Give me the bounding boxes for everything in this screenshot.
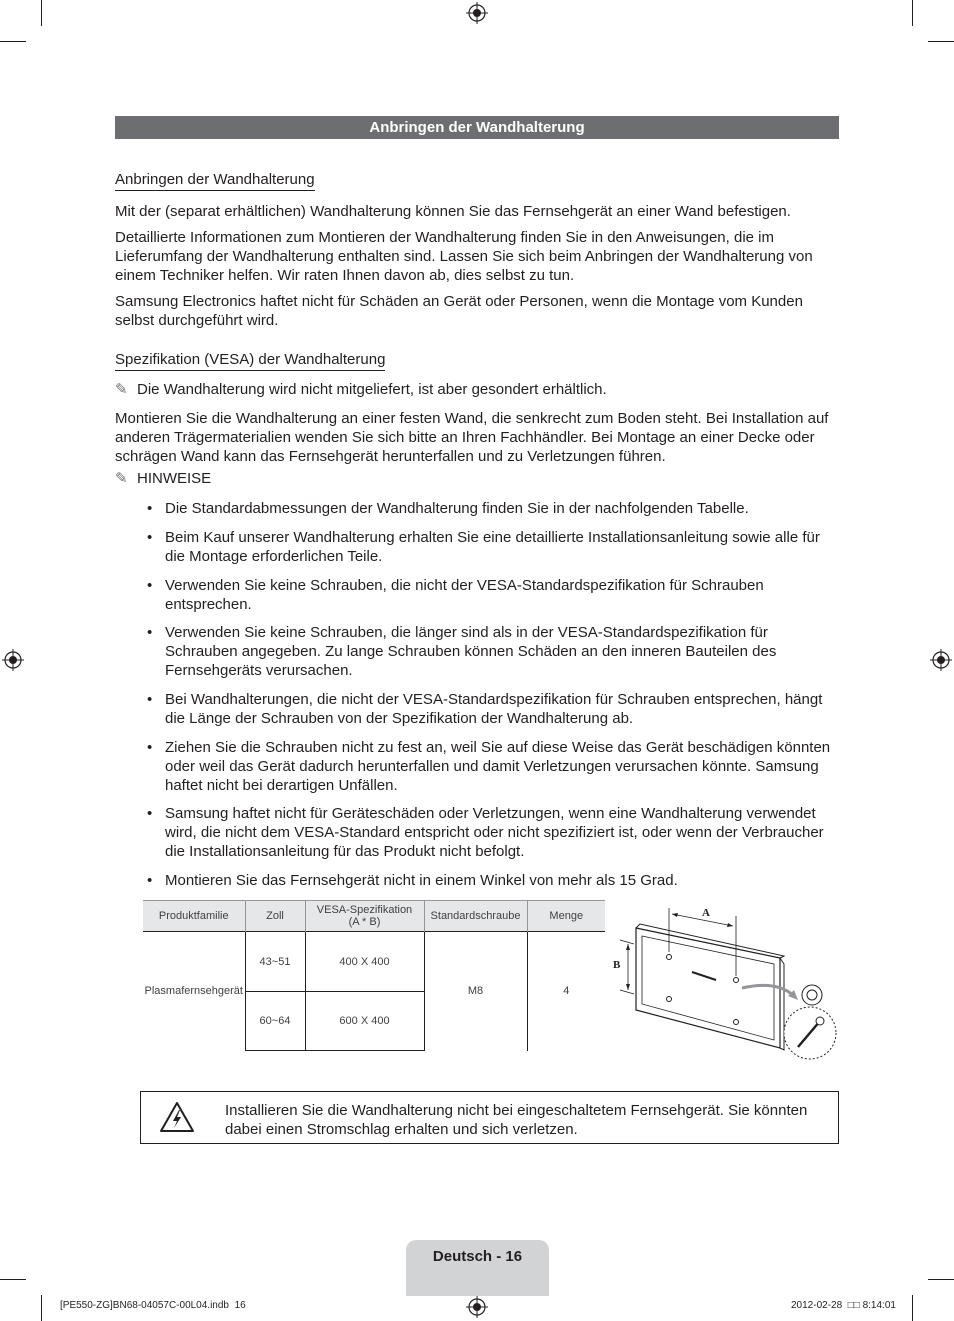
header-zoll: Zoll <box>245 901 305 932</box>
mounting-paragraph-3 <box>115 292 843 330</box>
vesa-note <box>115 380 607 399</box>
table-row <box>143 932 605 992</box>
warning-box <box>140 1091 839 1144</box>
table-header-row <box>143 901 605 932</box>
list-item-text: die Installationsanleitung für das Produkt nicht befolgt. <box>165 843 525 860</box>
cell-vesa: 600 X 400 <box>305 992 424 1051</box>
footer-filename: [PE550-ZG]BN68-04057C-00L04.indb <box>60 1300 229 1311</box>
crop-mark <box>912 1295 913 1321</box>
list-item-text: Montieren Sie das Fernsehgerät nicht in einem Winkel von mehr als 15 Grad. <box>165 872 678 889</box>
registration-mark-icon <box>2 649 24 671</box>
bullet-icon: • <box>147 577 153 594</box>
text-line: anderen Trägermaterialien wenden Sie sich bitte an Ihren Fachhändler. Bei Montage an einer Decke oder <box>115 429 815 446</box>
header-vesa <box>305 901 424 932</box>
cell-zoll: 43~51 <box>245 932 305 992</box>
crop-mark <box>0 1279 26 1280</box>
registration-mark-icon <box>466 1296 488 1318</box>
mounting-paragraph-1 <box>115 202 843 221</box>
registration-mark-icon <box>466 2 488 24</box>
text-line: einem Techniker helfen. Wir raten Ihnen davon ab, dies selbst zu tun. <box>115 267 575 284</box>
caution-electric-icon <box>159 1101 195 1133</box>
crop-mark <box>41 0 42 26</box>
pencil-icon: ✎ <box>115 470 128 487</box>
registration-mark-icon <box>930 649 952 671</box>
footer-date: 2012-02-28 <box>791 1300 843 1311</box>
list-item-text: Fernsehgeräts verursachen. <box>165 662 353 679</box>
bullet-icon: • <box>147 624 153 641</box>
list-item-text: Verwenden Sie keine Schrauben, die länger sind als in der VESA-Standardspezifikation für <box>165 624 768 641</box>
bullet-icon: • <box>147 691 153 708</box>
list-item <box>147 623 841 680</box>
crop-mark <box>0 41 26 42</box>
list-item-text: Verwenden Sie keine Schrauben, die nicht der VESA-Standardspezifikation für Schrauben <box>165 577 764 594</box>
list-item-text: haftet nicht bei derartigen Unfällen. <box>165 777 398 794</box>
crop-mark <box>928 1279 954 1280</box>
mounting-paragraph-2 <box>115 228 843 285</box>
footer-file <box>60 1300 246 1311</box>
vesa-paragraph <box>115 409 843 466</box>
text-line: selbst durchgeführt wird. <box>115 312 279 329</box>
header-produktfamilie: Produktfamilie <box>143 901 245 932</box>
bullet-icon: • <box>147 500 153 517</box>
hinweise-label: HINWEISE <box>137 470 212 487</box>
list-item <box>147 804 841 861</box>
list-item-text: oder weil das Gerät dadurch herunterfallen und damit Verletzungen verursachen könnte. Samsung <box>165 758 819 775</box>
text-line: schrägen Wand kann das Fernsehgerät herunterfallen und zu Verletzungen führen. <box>115 448 666 465</box>
footer-marker: □□ <box>847 1300 860 1311</box>
mounting-heading: Anbringen der Wandhalterung <box>115 171 315 191</box>
list-item-text: Ziehen Sie die Schrauben nicht zu fest an, weil Sie auf diese Weise das Gerät beschädigen könnten <box>165 739 831 756</box>
dimension-b-label: B <box>613 959 621 971</box>
crop-mark <box>912 0 913 26</box>
list-item-text: die Länge der Schrauben von der Spezifikation der Wandhalterung ab. <box>165 710 634 727</box>
crop-mark <box>928 41 954 42</box>
dimension-a-label: A <box>702 907 710 919</box>
bullet-icon: • <box>147 805 153 822</box>
bullet-icon: • <box>147 872 153 889</box>
text-line: dabei einen Stromschlag erhalten und sich verletzen. <box>225 1121 578 1138</box>
warning-text <box>225 1101 825 1139</box>
cell-screw: M8 <box>424 932 527 1051</box>
pencil-icon: ✎ <box>115 381 128 398</box>
cell-family: Plasmafernsehgerät <box>143 932 245 1051</box>
vesa-spec-table <box>143 900 605 1051</box>
list-item <box>147 499 841 518</box>
list-item <box>147 738 841 795</box>
cell-zoll: 60~64 <box>245 992 305 1051</box>
crop-mark <box>41 1295 42 1321</box>
footer-time: 8:14:01 <box>862 1300 896 1311</box>
list-item-text: Bei Wandhalterungen, die nicht der VESA-Standardspezifikation für Schrauben entsprechen, hängt <box>165 691 823 708</box>
text-line: Lieferumfang der Wandhalterung enthalten sind. Lassen Sie sich beim Anbringen der Wandhalterung von <box>115 248 813 265</box>
list-item-text: wird, die nicht dem VESA-Standard entspricht oder nicht spezifiziert ist, oder wenn der Verbraucher <box>165 824 824 841</box>
list-item-text: entsprechen. <box>165 596 252 613</box>
hinweise-note <box>115 469 211 488</box>
wall-mount-diagram <box>612 900 840 1062</box>
header-vesa-line2: (A * B) <box>348 916 381 928</box>
cell-qty: 4 <box>527 932 605 1051</box>
text-line: Detaillierte Informationen zum Montieren der Wandhalterung finden Sie in den Anweisungen, die im <box>115 229 774 246</box>
note-text: Die Wandhalterung wird nicht mitgeliefert, ist aber gesondert erhältlich. <box>137 381 607 398</box>
header-standardschraube: Standardschraube <box>424 901 527 932</box>
header-menge: Menge <box>527 901 605 932</box>
cell-vesa: 400 X 400 <box>305 932 424 992</box>
section-title: Anbringen der Wandhalterung <box>115 116 839 139</box>
bullet-icon: • <box>147 529 153 546</box>
text-line: Montieren Sie die Wandhalterung an einer festen Wand, die senkrecht zum Boden steht. Bei Installation auf <box>115 410 829 427</box>
list-item-text: Die Standardabmessungen der Wandhalterung finden Sie in der nachfolgenden Tabelle. <box>165 500 749 517</box>
text-line: Installieren Sie die Wandhalterung nicht bei eingeschaltetem Fernsehgerät. Sie könnten <box>225 1102 808 1119</box>
list-item-text: Beim Kauf unserer Wandhalterung erhalten Sie eine detaillierte Installationsanleitung sowie alle für <box>165 529 820 546</box>
list-item-text: Schrauben angegeben. Zu lange Schrauben können Schäden an den inneren Bauteilen des <box>165 643 777 660</box>
page-number-tab: Deutsch - 16 <box>406 1240 549 1296</box>
bullet-icon: • <box>147 739 153 756</box>
footer-page: 16 <box>234 1300 246 1311</box>
list-item <box>147 528 841 566</box>
list-item <box>147 871 841 890</box>
footer-timestamp <box>791 1300 896 1311</box>
text-line: Samsung Electronics haftet nicht für Schäden an Gerät oder Personen, wenn die Montage vom Kunden <box>115 293 803 310</box>
header-vesa-line1: VESA-Spezifikation <box>316 904 413 916</box>
vesa-heading: Spezifikation (VESA) der Wandhalterung <box>115 351 385 371</box>
list-item <box>147 576 841 614</box>
list-item-text: Samsung haftet nicht für Geräteschäden oder Verletzungen, wenn eine Wandhalterung verwendet <box>165 805 816 822</box>
list-item <box>147 690 841 728</box>
text-line: Mit der (separat erhältlichen) Wandhalterung können Sie das Fernsehgerät an einer Wand befestigen. <box>115 203 791 220</box>
list-item-text: die Montage erforderlichen Teile. <box>165 548 383 565</box>
